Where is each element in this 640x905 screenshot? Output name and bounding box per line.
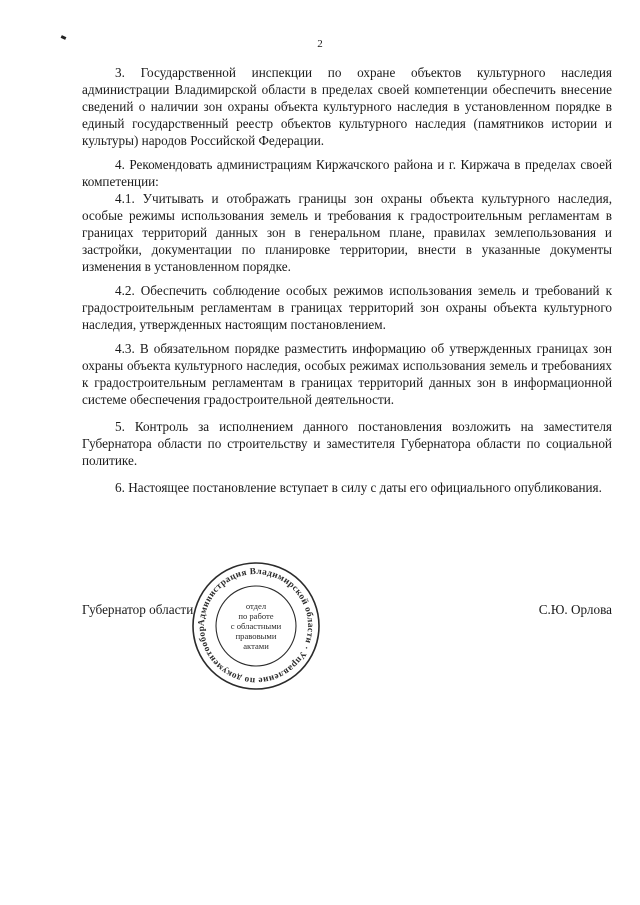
signatory-name: С.Ю. Орлова [538, 602, 612, 617]
stamp-center-line: отдел [245, 601, 267, 611]
svg-text:Администрация Владимирской обл: Администрация Владимирской области · Управление по документообороту [187, 552, 317, 687]
paragraph-3: 3. Государственной инспекции по охране объектов культурного наследия администрации Владимирской области в пределах своей компетенции обеспечить внесение сведений о наличии зон охраны объекта культурного наследия в установленном порядке в единый государственный реестр объектов культурного наследия (памятников истории и культуры) народов Российской Федерации. [82, 65, 612, 148]
paragraph-4-3: 4.3. В обязательном порядке разместить информацию об утвержденных границах зон охраны объекта культурного наследия, особых режимах использования земель и требованиях к градостроительным регламентам в границах территорий данных зон в информационной системе обеспечения градостроительной деятельности. [82, 341, 612, 407]
signature-block [82, 602, 612, 622]
signatory-title: Губернатор области [82, 602, 194, 617]
document-body [82, 64, 612, 496]
stamp-center-line: актами [243, 641, 269, 651]
paragraph-4-2: 4.2. Обеспечить соблюдение особых режимов использования земель и требований к градостроительным регламентам в границах территорий зон охраны объекта культурного наследия, утвержденных настоящим постановлением. [82, 283, 612, 332]
stamp-center-line: с областными [230, 621, 282, 631]
official-stamp [187, 552, 322, 692]
paragraph-5: 5. Контроль за исполнением данного постановления возложить на заместителя Губернатора области по строительству и заместителя Губернатора области по социальной политике. [82, 419, 612, 468]
stamp-seal [187, 552, 322, 692]
paragraph-6: 6. Настоящее постановление вступает в силу с даты его официального опубликования. [115, 480, 602, 495]
page-number: 2 [317, 38, 323, 50]
paragraph-4: 4. Рекомендовать администрациям Киржачского района и г. Киржача в пределах своей компетенции: [82, 157, 612, 189]
stamp-center-line: по работе [238, 611, 274, 621]
paragraph-4-1: 4.1. Учитывать и отображать границы зон охраны объекта культурного наследия, особые режимы использования земель и требования к градостроительным регламентам в границах территорий данных зон в генеральном плане, правилах землепользования и застройки, документации по планировке территории, внести в указанные документы изменения в установленном порядке. [82, 191, 612, 274]
stamp-center-line: правовыми [235, 631, 277, 641]
